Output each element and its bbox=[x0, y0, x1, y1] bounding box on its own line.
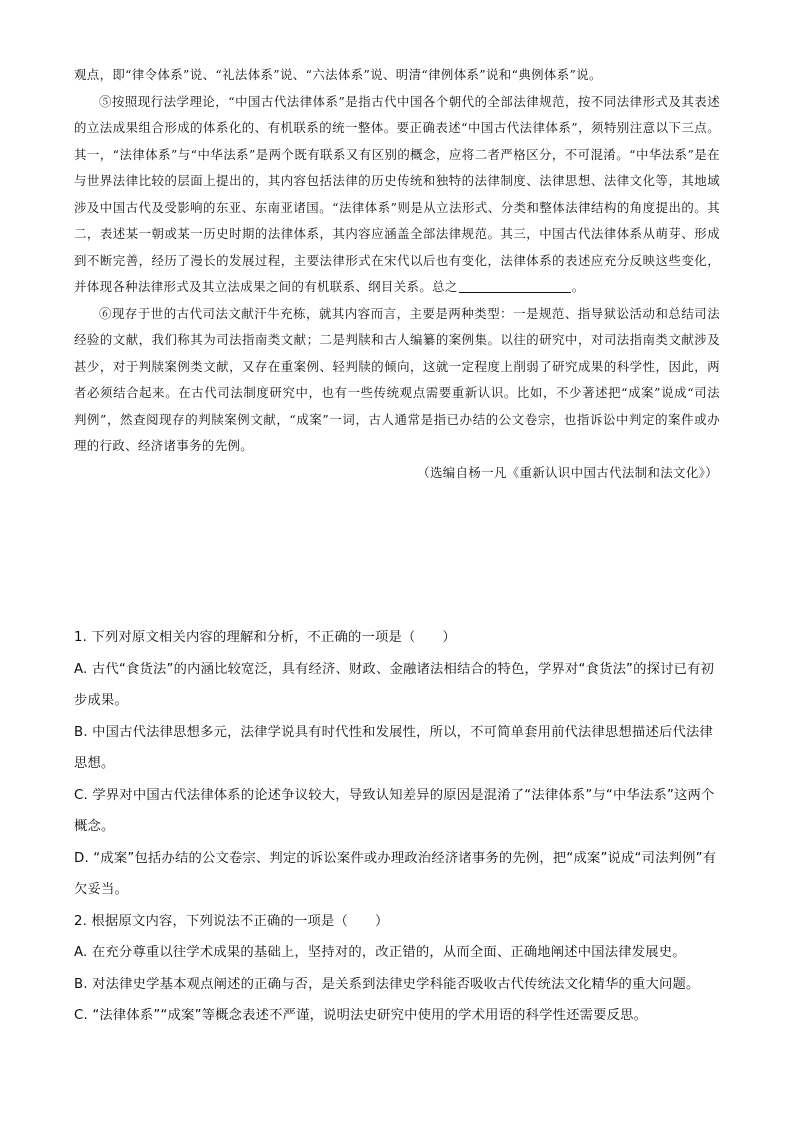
paragraph-5 bbox=[74, 89, 720, 301]
option-c: C. 学界对中国古代法律体系的论述争议较大，导致认知差异的原因是混淆了“法律体系”与“中华法系”这两个概念。 bbox=[74, 787, 715, 834]
reading-passage bbox=[74, 62, 720, 486]
question-stem: 2. 根据原文内容，下列说法不正确的一项是（ ） bbox=[74, 913, 389, 929]
option-b: B. 对法律史学基本观点阐述的正确与否，是关系到法律史学科能否吸收古代传统法文化精华的重大问题。 bbox=[74, 976, 700, 992]
questions-section bbox=[74, 622, 720, 1032]
source-citation: （选编自杨一凡《重新认识中国古代法制和法文化》） bbox=[417, 464, 718, 480]
passage-intro-line: 观点，即“律令体系”说、“礼法体系”说、“六法体系”说、明清“律例体系”说和“典例体系”说。 bbox=[74, 67, 602, 82]
fill-in-blank[interactable] bbox=[459, 278, 571, 293]
question-2 bbox=[74, 906, 720, 1032]
question-stem: 1. 下列对原文相关内容的理解和分析，不正确的一项是（ ） bbox=[74, 630, 456, 645]
option-a: A. 在充分尊重以往学术成果的基础上，坚持对的，改正错的，从而全面、正确地阐述中国法律发展史。 bbox=[74, 945, 686, 960]
paragraph-5-text: ⑤按照现行法学理论，“中国古代法律体系”是指古代中国各个朝代的全部法律规范，按不同法律形式及其表述的立法成果组合形成的体系化的、有机联系的统一整体。要正确表述“中国古代法律体系”，须特别注意以下三点。其一，“法律体系”与“中华法系”是两个既有联系又有区别的概念，应将二者严格区分，不可混淆。“中华法系”是在与世界法律比较的层面上提出的，其内容包括法律的历史传统和独特的法律制度、法律思想、法律文化等，其地域涉及中国古代及受影响的东亚、东南亚诸国。“法律体系”则是从立法形式、分类和整体法律结构的角度提出的。其二，表述某一朝或某一历史时期的法律体系，其内容应涵盖全部法律规范。其三，中国古代法律体系从萌芽、形成到不断完善，经历了漫长的发展过程，主要法律形式在宋代以后也有变化，法律体系的表述应充分反映这些变化，并体现各种法律形式及其立法成果之间的有机联系、纲目关系。总之 bbox=[74, 93, 720, 294]
paragraph-6: ⑥现存于世的古代司法文献汗牛充栋，就其内容而言，主要是两种类型：一是规范、指导狱讼活动和总结司法经验的文献，我们称其为司法指南类文献；二是判牍和古人编纂的案例集。以往的研究中，对司法指南类文献涉及甚少，对于判牍案例类文献，又存在重案例、轻判牍的倾向，这就一定程度上削弱了研究成果的科学性，因此，两者必须结合起来。在古代司法制度研究中，也有一些传统观点需要重新认识。比如，不少著述把“成案”说成“司法判例”，然查阅现存的判牍案例文献，“成案”一词，古人通常是指已办结的公文卷宗，也指诉讼中判定的案件或办理的行政、经济诸事务的先例。 bbox=[74, 305, 720, 453]
option-d: D. “成案”包括办结的公文卷宗、判定的诉讼案件或办理政治经济诸事务的先例，把“成案”说成“司法判例”有欠妥当。 bbox=[74, 850, 717, 897]
paragraph-5-end: 。 bbox=[571, 279, 585, 294]
option-c: C. “法律体系”“成案”等概念表述不严谨，说明法史研究中使用的学术用语的科学性还需要反思。 bbox=[74, 1008, 648, 1023]
option-b: B. 中国古代法律思想多元，法律学说具有时代性和发展性，所以，不可简单套用前代法律思想描述后代法律思想。 bbox=[74, 724, 714, 771]
question-1 bbox=[74, 622, 720, 906]
option-a: A. 古代“食货法”的内涵比较宽泛，具有经济、财政、金融诸法相结合的特色，学界对“食货法”的探讨已有初步成果。 bbox=[74, 661, 715, 708]
